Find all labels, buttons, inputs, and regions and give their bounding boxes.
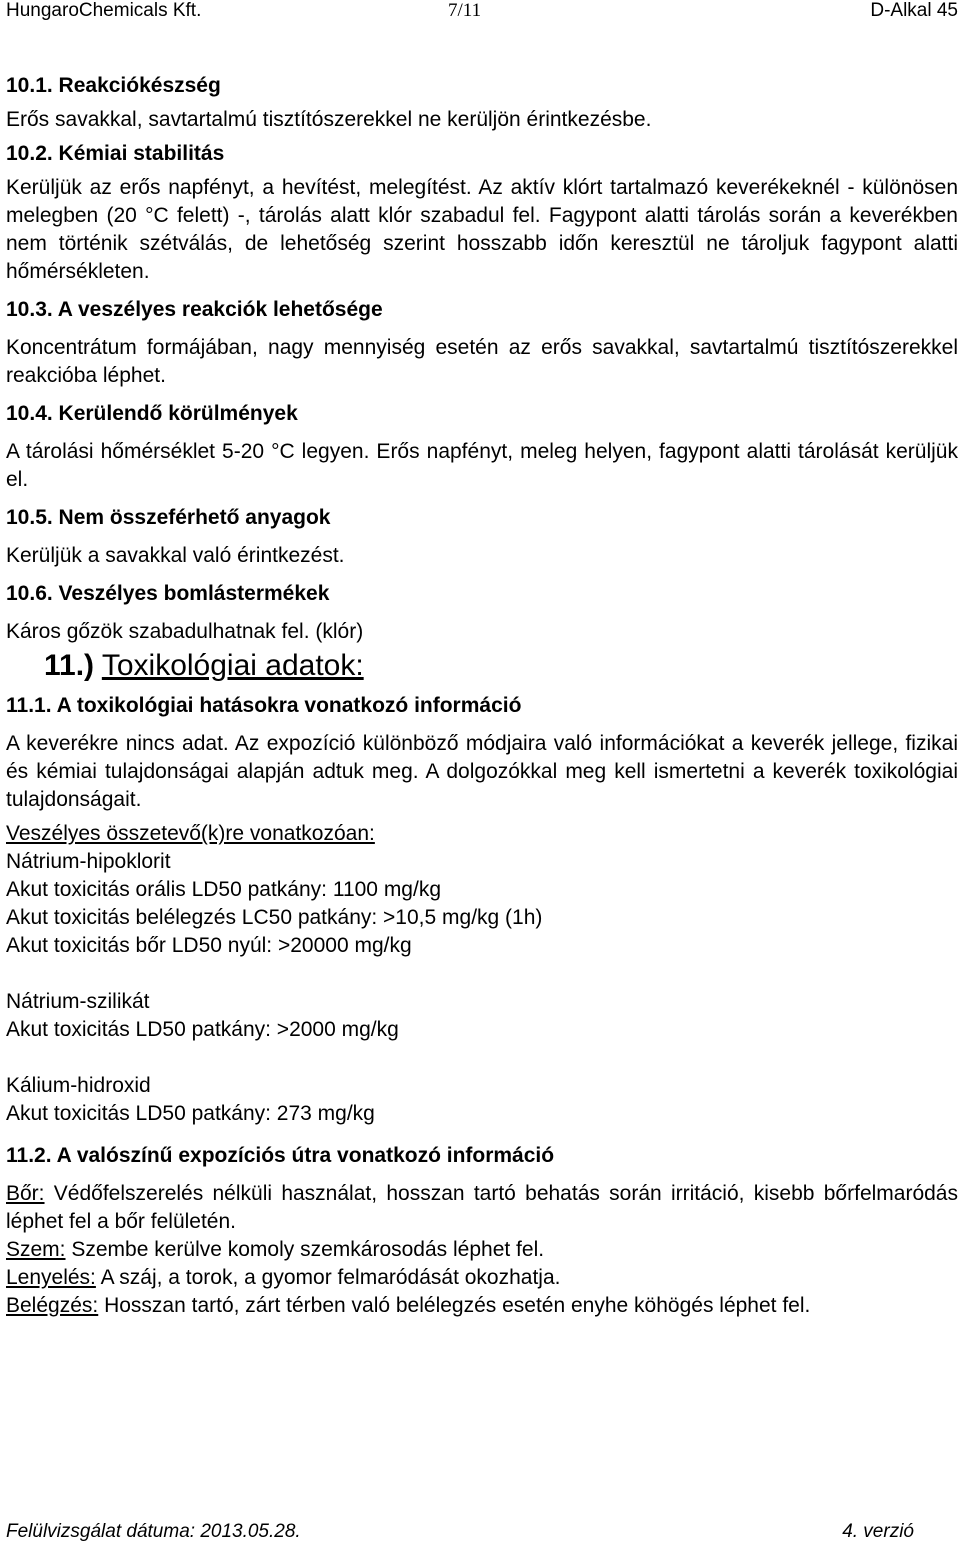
page-header — [0, 0, 960, 24]
component-1-name: Nátrium-hipoklorit — [6, 850, 171, 873]
section-11-2-title: 11.2. A valószínű expozíciós útra vonatkozó információ — [6, 1144, 555, 1167]
eye-label: Szem: — [6, 1238, 66, 1261]
exposure-skin — [6, 1180, 958, 1236]
product-name: D-Alkal 45 — [870, 0, 958, 21]
exposure-eye — [6, 1236, 958, 1264]
section-10-4-title: 10.4. Kerülendő körülmények — [6, 402, 298, 425]
section-10-1-text: Erős savakkal, savtartalmú tisztítószerekkel ne kerüljön érintkezésbe. — [6, 108, 652, 131]
section-11-1-title: 11.1. A toxikológiai hatásokra vonatkozó információ — [6, 694, 522, 717]
section-11-1-text: A keverékre nincs adat. Az expozíció különböző módjaira való információkat a keverék jellege, fizikai és kémiai tulajdonságai alapján adtuk meg. A dolgozókkal meg kell ismertetni a keverék toxikológiai tulajdonságait. — [6, 732, 958, 811]
component-1-line-2: Akut toxicitás belélegzés LC50 patkány: >10,5 mg/kg (1h) — [6, 906, 543, 929]
spacer — [6, 960, 958, 988]
inhalation-label: Belégzés: — [6, 1294, 99, 1317]
exposure-inhalation — [6, 1292, 958, 1320]
component-3-name: Kálium-hidroxid — [6, 1074, 151, 1097]
version: 4. verzió — [842, 1521, 914, 1542]
section-10-5-title: 10.5. Nem összeférhető anyagok — [6, 506, 331, 529]
company-name: HungaroChemicals Kft. — [6, 0, 202, 21]
section-10-6-title: 10.6. Veszélyes bomlástermékek — [6, 582, 330, 605]
section-10-3-text: Koncentrátum formájában, nagy mennyiség esetén az erős savakkal, savtartalmú tisztítószerekkel reakcióba léphet. — [6, 336, 958, 387]
component-2-name: Nátrium-szilikát — [6, 990, 150, 1013]
spacer — [6, 1044, 958, 1072]
section-10-1-title: 10.1. Reakciókészség — [6, 74, 221, 97]
section-10-2-title: 10.2. Kémiai stabilitás — [6, 142, 225, 165]
skin-text: Védőfelszerelés nélküli használat, hosszan tartó behatás során irritáció, kisebb bőrfelmaródás léphet fel a bőr felületén. — [6, 1182, 958, 1233]
components-label — [6, 820, 958, 848]
section-11-heading — [44, 646, 958, 686]
review-date: Felülvizsgálat dátuma: 2013.05.28. — [6, 1521, 301, 1542]
component-3-line-1: Akut toxicitás LD50 patkány: 273 mg/kg — [6, 1102, 375, 1125]
section-10-5-text: Kerüljük a savakkal való érintkezést. — [6, 544, 345, 567]
section-11-number: 11.) — [44, 649, 95, 682]
component-1-line-3: Akut toxicitás bőr LD50 nyúl: >20000 mg/kg — [6, 934, 412, 957]
document-body — [6, 72, 958, 1320]
page-number: 7/11 — [448, 0, 482, 21]
skin-label: Bőr: — [6, 1182, 45, 1205]
component-2-line-1: Akut toxicitás LD50 patkány: >2000 mg/kg — [6, 1018, 399, 1041]
ingestion-text: A száj, a torok, a gyomor felmaródását okozhatja. — [95, 1266, 561, 1289]
eye-text: Szembe kerülve komoly szemkárosodás léphet fel. — [65, 1238, 545, 1261]
components-label-text: Veszélyes összetevő(k)re vonatkozóan: — [6, 822, 375, 845]
inhalation-text: Hosszan tartó, zárt térben való belélegzés esetén enyhe köhögés léphet fel. — [98, 1294, 811, 1317]
section-10-3-title: 10.3. A veszélyes reakciók lehetősége — [6, 298, 383, 321]
section-10-2-text: Kerüljük az erős napfényt, a hevítést, melegítést. Az aktív klórt tartalmazó keverékeknél - különösen melegben (20 °C felett) -, tárolás alatt klór szabadul fel. Fagypont alatti tárolás során a keverékben nem történik szétválás, de lehetőség szerint hosszabb időn keresztül ne tároljuk fagypont alatti hőmérsékleten. — [6, 176, 958, 283]
exposure-ingestion — [6, 1264, 958, 1292]
section-11-title: Toxikológiai adatok: — [101, 649, 364, 682]
ingestion-label: Lenyelés: — [6, 1266, 96, 1289]
component-1-line-1: Akut toxicitás orális LD50 patkány: 1100 mg/kg — [6, 878, 442, 901]
section-10-6-text: Káros gőzök szabadulhatnak fel. (klór) — [6, 620, 364, 643]
section-10-4-text: A tárolási hőmérséklet 5-20 °C legyen. Erős napfényt, meleg helyen, fagypont alatti tárolását kerüljük el. — [6, 440, 958, 491]
